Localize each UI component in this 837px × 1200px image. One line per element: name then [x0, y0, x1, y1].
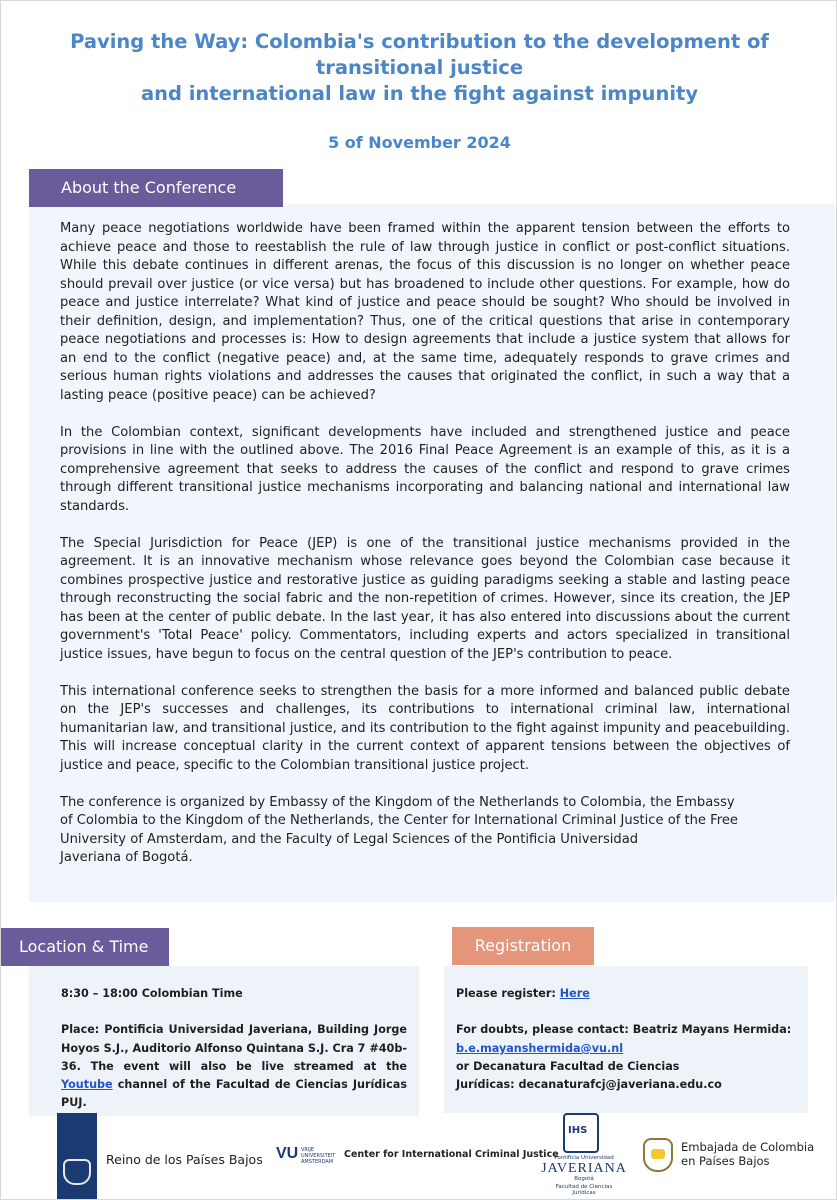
organizers-line-1: The conference is organized by Embassy of the Kingdom of the Netherlands to Colombia, the Embassy: [60, 794, 735, 810]
contact-text: For doubts, please contact: Beatriz Mayans Hermida:: [456, 1023, 792, 1037]
youtube-link[interactable]: Youtube: [61, 1078, 113, 1092]
cicj-name: Center for International Criminal Justice: [344, 1149, 559, 1160]
netherlands-name: Reino de los Países Bajos: [106, 1152, 263, 1167]
netherlands-crest-icon: [63, 1159, 91, 1185]
organizers-paragraph: [60, 794, 790, 868]
vu-logo: VU: [276, 1145, 299, 1162]
registration-heading: Registration: [452, 927, 594, 965]
event-date: 5 of November 2024: [328, 133, 511, 152]
logo-strip: [1, 1111, 837, 1200]
title-line-3: and international law in the fight against impunity: [140, 82, 699, 105]
about-heading: About the Conference: [29, 169, 283, 207]
location-body: [61, 985, 407, 1131]
netherlands-logo: [57, 1113, 97, 1199]
register-link[interactable]: Here: [559, 987, 590, 1000]
javeriana-city: Bogotá: [574, 1176, 594, 1182]
organizers-line-3: Javeriana of Bogotá.: [60, 850, 193, 865]
register-line: [456, 985, 796, 1003]
contact-second: Jurídicas: decanaturafcj@javeriana.edu.co: [456, 1078, 722, 1092]
javeriana-name: JAVERIANA: [541, 1161, 627, 1176]
place-text-end: channel of the Facultad de Ciencias Jurídicas PUJ.: [61, 1078, 407, 1110]
colombia-embassy-name: [681, 1140, 814, 1168]
location-heading: Location & Time: [1, 928, 169, 966]
register-prefix: Please register:: [456, 987, 556, 1000]
page-title: [41, 29, 798, 107]
colombia-line-1: Embajada de Colombia: [681, 1140, 815, 1154]
about-paragraph: Many peace negotiations worldwide have been framed within the apparent tension between the efforts to achieve peace and those to reestablish the rule of law through justice in conflict or post-conflict situations. While this debate continues in different arenas, the focus of this discussion is no longer on whether peace should prevail over justice (or vice versa) but has broadened to include other questions. For example, how do peace and justice interrelate? What kind of justice and peace should be sought? Who should be involved in their definition, design, and implementation? Thus, one of the critical questions that arise in contemporary peace negotiations and processes is: How to design agreements that include a justice system that allows for an end to the conflict (negative peace) and, at the same time, adequately responds to grave crimes and serious human rights violations and addresses the causes that originated the conflict, in such a way that a lasting peace (positive peace) can be achieved?: [60, 221, 790, 403]
about-paragraph: In the Colombian context, significant developments have included and strengthened justice and peace provisions in line with the outlined above. The 2016 Final Peace Agreement is an example of this, as it is a comprehensive agreement that seeks to address the causes of the conflict and respond to grave crimes through different transitional justice mechanisms incorporating and balancing national and international law standards.: [60, 424, 790, 514]
place-text: Place: Pontificia Universidad Javeriana, Building Jorge Hoyos S.J., Auditorio Alfonso Quintana S.J. Cra 7 #40b-36. The event will also be live streamed at the: [61, 1023, 407, 1073]
registration-body: [456, 985, 796, 1112]
organizers-line-2: of Colombia to the Kingdom of the Netherlands, the Center for International Criminal Justice of the Free University of Amsterdam, and the Faculty of Legal Sciences of the Pontificia Universidad: [60, 813, 738, 847]
event-place: [61, 1021, 407, 1112]
event-time: 8:30 – 18:00 Colombian Time: [61, 987, 243, 1000]
title-line-2: transitional justice: [315, 56, 524, 79]
colombia-crest-icon: [643, 1138, 673, 1172]
title-line-1: Paving the Way: Colombia's contribution to the development of: [70, 30, 769, 53]
contact-or: or Decanatura Facultad de Ciencias: [456, 1059, 680, 1073]
contact-email-link[interactable]: b.e.mayanshermida@vu.nl: [456, 1041, 624, 1055]
javeriana-seal-text: IHS: [568, 1125, 588, 1136]
vu-small-text: VRIJE UNIVERSITEIT AMSTERDAM: [301, 1147, 336, 1165]
about-body: [60, 220, 790, 886]
javeriana-top: Pontificia Universidad: [554, 1155, 614, 1161]
about-paragraph: This international conference seeks to strengthen the basis for a more informed and balanced public debate on the JEP's successes and challenges, its contributions to international criminal law, international humanitarian law, and transitional justice, and its contribution to the fight against impunity and peacebuilding. This will increase conceptual clarity in the current context of apparent tensions between the objectives of justice and peace, specific to the Colombian transitional justice project.: [60, 683, 790, 773]
colombia-line-2: en Países Bajos: [681, 1154, 770, 1168]
about-paragraph: The Special Jurisdiction for Peace (JEP) is one of the transitional justice mechanisms provided in the agreement. It is an innovative mechanism whose relevance goes beyond the Colombian case because it combines prospective justice and restorative justice as guiding paradigms seeking a stable and lasting peace through reconstructing the social fabric and the non-repetition of crimes. However, since its creation, the JEP has been at the center of public debate. In the last year, it has also entered into discussions about the current government's 'Total Peace' policy. Commentators, including experts and actors specialized in transitional justice issues, have begun to focus on the central question of the JEP's contribution to peace.: [60, 535, 790, 662]
javeriana-faculty: Facultad de Ciencias Jurídicas: [555, 1184, 613, 1196]
contact-block: [456, 1021, 796, 1094]
